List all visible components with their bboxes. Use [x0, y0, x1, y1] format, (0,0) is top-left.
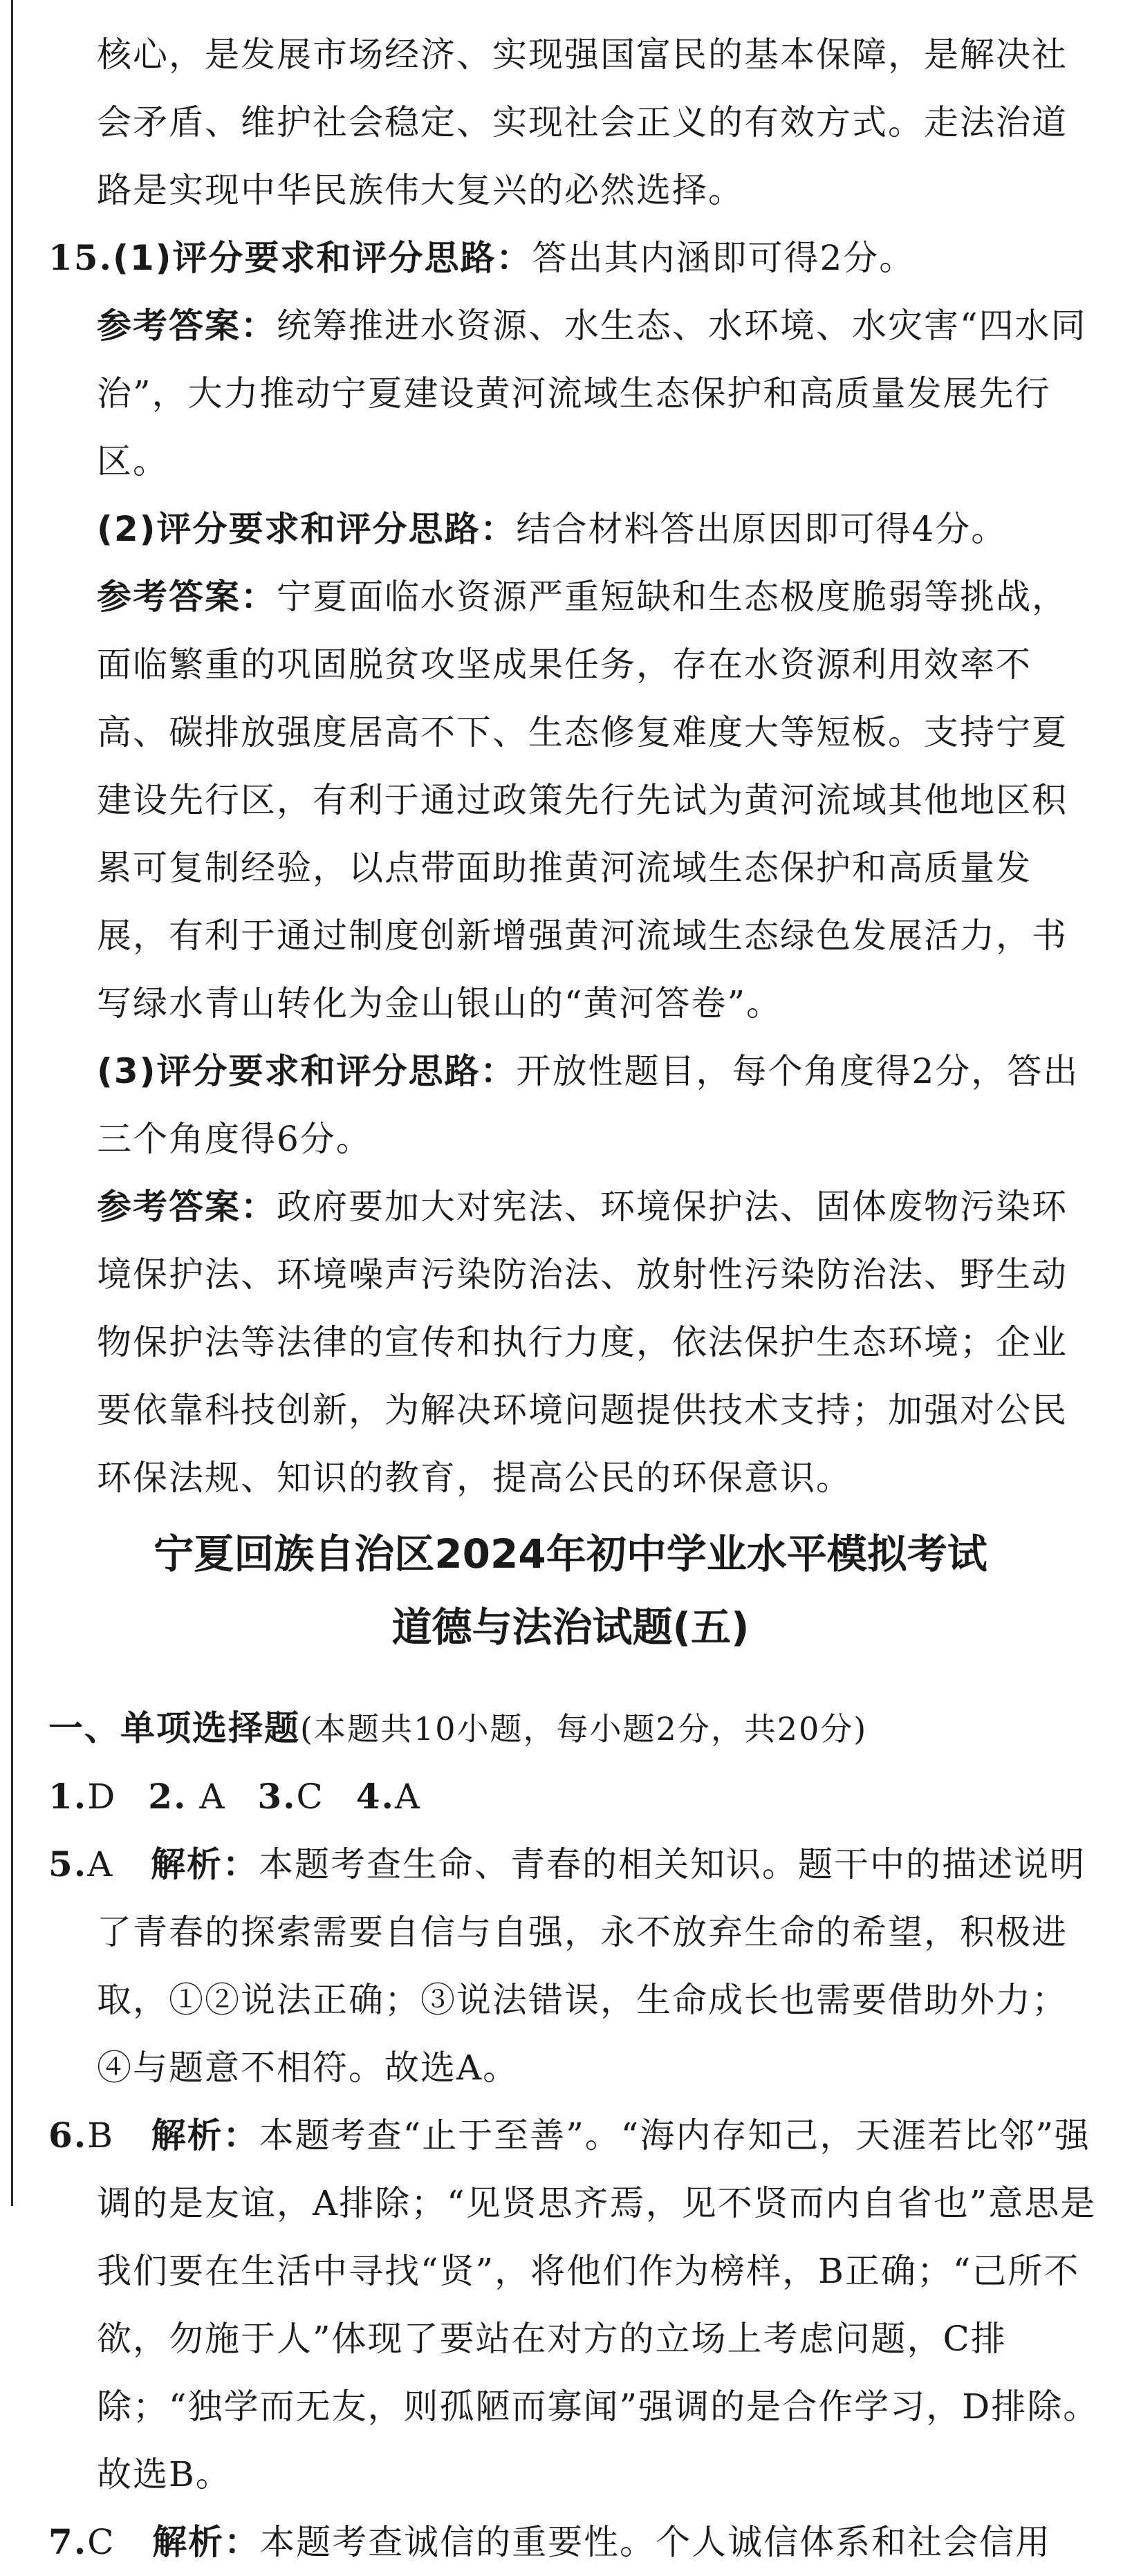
exam-title-line2: 道德与法治试题(五) — [391, 1604, 750, 1651]
answer-item-3 — [257, 1777, 324, 1817]
q15-part1-criteria — [48, 224, 1100, 292]
answer-choice: A — [394, 1777, 422, 1817]
question-number: 1. — [48, 1776, 88, 1817]
q15-part2-criteria — [48, 495, 1100, 563]
question-5 — [48, 1831, 1100, 2102]
answer-label: 参考答案： — [97, 1187, 277, 1227]
question-number: 7. — [48, 2521, 88, 2562]
q15-part3-answer — [48, 1173, 1100, 1512]
answers-1-4 — [48, 1763, 1100, 1831]
answer-label: 参考答案： — [97, 577, 277, 617]
question-number: 3. — [257, 1776, 297, 1817]
criteria-text: 开放性题目，每个角度得2分，答出三个角度得6分。 — [97, 1051, 1079, 1159]
answer-choice: A — [199, 1777, 226, 1817]
margin-rule — [11, 0, 13, 2206]
analysis-label: 解析： — [151, 2115, 259, 2156]
q15-part1-answer — [48, 292, 1100, 495]
answer-item-2 — [148, 1777, 225, 1817]
criteria-label: (2)评分要求和评分思路： — [97, 509, 517, 549]
answer-text: 政府要加大对宪法、环境保护法、固体废物污染环境保护法、环境噪声污染防治法、放射性污染防治法、野生动物保护法等法律的宣传和执行力度，依法保护生态环境；企业要依靠科技创新，为解决环境问题提供技术支持；加强对公民环保法规、知识的教育，提高公民的环保意识。 — [97, 1187, 1068, 1498]
page-content — [48, 21, 1100, 2576]
answer-item-4 — [356, 1777, 421, 1817]
analysis-text: 本题考查“止于至善”。“海内存知己，天涯若比邻”强调的是友谊，A排除；“见贤思齐焉，见不贤而内自省也”意思是我们要在生活中寻找“贤”，将他们作为榜样，B正确；“己所不欲，勿施于人”体现了要站在对方的立场上考虑问题，C排除；“独学而无友，则孤陋而寡闻”强调的是合作学习，D排除。故选B。 — [97, 2115, 1100, 2494]
analysis-label: 解析： — [152, 2522, 261, 2562]
answer-choice: C — [87, 2522, 115, 2562]
prev-answer-paragraph: 核心，是发展市场经济、实现强国富民的基本保障，是解决社会矛盾、维护社会稳定、实现社会正义的有效方式。走法治道路是实现中华民族伟大复兴的必然选择。 — [97, 35, 1068, 210]
exam-title-line1: 宁夏回族自治区2024年初中学业水平模拟考试 — [154, 1530, 987, 1577]
section-title: 一、单项选择题 — [48, 1708, 300, 1748]
q15-part3-criteria — [48, 1037, 1100, 1173]
criteria-text: 答出其内涵即可得2分。 — [532, 238, 916, 278]
question-number: 2. — [148, 1776, 187, 1817]
question-6 — [48, 2102, 1100, 2508]
criteria-text: 结合材料答出原因即可得4分。 — [516, 509, 1008, 549]
section-heading — [48, 1694, 1100, 1763]
answer-text: 宁夏面临水资源严重短缺和生态极度脆弱等挑战，面临繁重的巩固脱贫攻坚成果任务，存在水资源利用效率不高、碳排放强度居高不下、生态修复难度大等短板。支持宁夏建设先行区，有利于通过政策先行先试为黄河流域其他地区积累可复制经验，以点带面助推黄河流域生态保护和高质量发展，有利于通过制度创新增强黄河流域生态绿色发展活力，书写绿水青山转化为金山银山的“黄河答卷”。 — [97, 577, 1068, 1023]
question-7 — [48, 2508, 1100, 2576]
answer-choice: D — [87, 1777, 117, 1817]
question-number: 5. — [48, 1844, 88, 1884]
answer-text: 统筹推进水资源、水生态、水环境、水灾害“四水同治”，大力推动宁夏建设黄河流域生态保护和高质量发展先行区。 — [97, 306, 1087, 481]
criteria-label: (3)评分要求和评分思路： — [97, 1051, 517, 1091]
answer-choice: A — [87, 1844, 114, 1884]
criteria-label: (1)评分要求和评分思路： — [113, 238, 532, 278]
analysis-label: 解析： — [151, 1844, 259, 1884]
question-number: 15. — [48, 237, 113, 278]
question-number: 4. — [355, 1776, 395, 1817]
answer-choice: C — [296, 1777, 324, 1817]
q15-part2-answer — [48, 563, 1100, 1037]
section-note: (本题共10小题，每小题2分，共20分) — [300, 1710, 868, 1748]
analysis-text: 本题考查生命、青春的相关知识。题干中的描述说明了青春的探索需要自信与自强，永不放弃生命的希望，积极进取，①②说法正确；③说法错误，生命成长也需要借助外力；④与题意不相符。故选A。 — [97, 1844, 1086, 2088]
question-15 — [48, 224, 1100, 1512]
answer-label: 参考答案： — [97, 306, 277, 346]
answer-item-1 — [48, 1777, 116, 1817]
answer-choice: B — [87, 2115, 114, 2156]
analysis-text: 本题考查诚信的重要性。个人诚信体系和社会信用 — [260, 2522, 1052, 2562]
question-number: 6. — [48, 2115, 88, 2156]
